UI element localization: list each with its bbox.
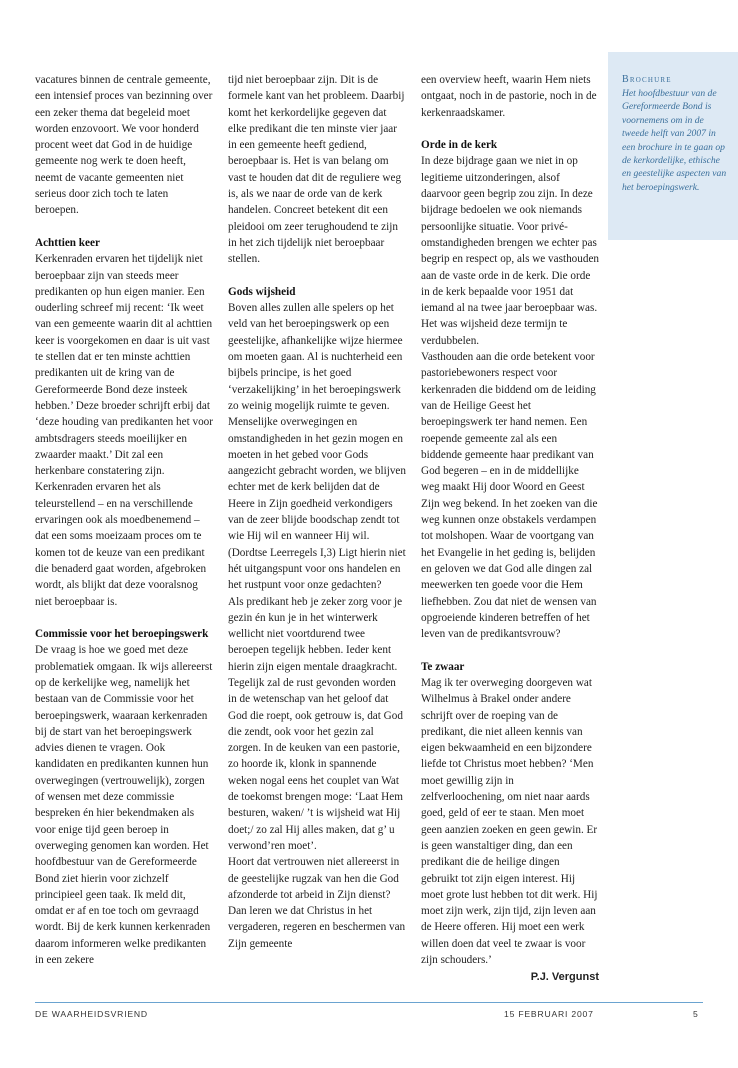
section-heading: Orde in de kerk bbox=[421, 139, 498, 152]
sidebar-title: Brochure bbox=[622, 74, 672, 85]
section-heading: Commissie voor het beroepingswerk bbox=[35, 628, 209, 641]
publication-name: DE WAARHEIDSVRIEND bbox=[35, 1009, 148, 1019]
sidebar-text: Het hoofdbestuur van de Gereformeerde Bond is voornemens om in de tweede helft van 2007 in een brochure in te gaan op de kerkordelijke, ethische en geestelijke aspecten van het beroepingswerk. bbox=[622, 88, 727, 193]
paragraph: In deze bijdrage gaan we niet in op legitieme uitzonderingen, alsof daarvoor geen begrip zou zijn. In deze bijdrage bedoelen we ook niemands persoonlijke situatie. Voor privé-omstandigheden brengen we echter pas begrip en respect op, als we vasthouden aan de vaste orde in de kerk. Die orde in de kerk bepaalde voor 1951 dat iemand al na twee jaar beroepbaar was. Het was wijsheid deze termijn te verdubbelen. bbox=[421, 155, 600, 347]
sidebar-box bbox=[608, 52, 738, 240]
paragraph: Mag ik ter overweging doorgeven wat Wilhelmus à Brakel onder andere schrijft over de roeping van de predikant, die niet alleen kennis van eigen bekwaamheid en een bijzondere liefde tot Christus moet hebben? ‘Men moet gewillig zijn in zelfverloochening, om niet naar aards goed, geld of eer te staan. Men moet geen aanzien zoeken en geen gewin. Er is geen wanstaltiger ding, dan een predikant die de heilige dingen gebruikt tot zijn eigen interest. Hij moet grote lust hebben tot dit werk. Hij moet zijn werk, zijn tijd, zijn leven aan de Heere offeren. Hij moet een werk willen doen dat veel te zwaar is voor zijn schouders.’ bbox=[421, 676, 598, 967]
paragraph: Boven alles zullen alle spelers op het veld van het beroepingswerk op een geestelijke, afhankelijke wijze hiermee om moeten gaan. Al is nuchterheid een bijbels principe, is het goed ‘verzakelijking’ in het beroepingswerk zo weinig mogelijk ruimte te geven. Menselijke overwegingen en omstandigheden in het gezin mogen en moeten in het gebed voor Gods aangezicht gebracht worden, we blijven echter met de kerk belijden dat de Heere in Zijn goedheid verkondigers van de zeer blijde boodschap zendt tot wie Hij wil en wanneer Hij wil. (Dordtse Leerregels I,3) Ligt hierin niet hét uitgangspunt voor ons handelen en het rustpunt voor onze gedachten? bbox=[228, 302, 406, 592]
paragraph: vacatures binnen de centrale gemeente, een intensief proces van bezinning over een zeker thema dat begeleid moet worden enzovoort. We voor honderd procent weet dat God in de huidige gemeente nog werk te doen heeft, neemt de vacante gemeenten niet serieus door zich toch te laten beroepen. bbox=[35, 74, 213, 217]
paragraph: Vasthouden aan die orde betekent voor pastoriebewoners respect voor kerkenraden die biddend om de leiding van de Heilige Geest het beroepingswerk ter hand nemen. Een roepende gemeente zal als een biddende gemeente haar predikant van God begeren – en in de middellijke weg maakt Hij door Woord en Geest Zijn weg bekend. In het zoeken van die weg kunnen onze obstakels verdampen tot molshopen. Waar de voortgang van het Evangelie in het geding is, belijden en geloven we dat God alle dingen zal meewerken ten goede voor die Hem liefhebben. Zou dat niet de wensen van opgroeiende kinderen betreffen of het leven van de predikantsvrouw? bbox=[421, 351, 598, 641]
paragraph: De vraag is hoe we goed met deze problematiek omgaan. Ik wijs allereerst op de kerkelijke weg, namelijk het bestaan van de Commissie voor het beroepingswerk, waaraan kerkenraden bij de start van het beroepingswerk advies dienen te vragen. Ook kandidaten en predikanten kunnen hun overwegingen (vertrouwelijk), zorgen of wensen met deze commissie bespreken én hier bekendmaken als voor enige tijd geen beroep in overweging genomen kan worden. Het hoofdbestuur van de Gereformeerde Bond ziet hierin voor zichzelf principieel geen taak. Ik meld dit, omdat er af en toe toch om gevraagd wordt. Bij de kerk kunnen kerkenraden daarom informeren welke predikanten in een zekere bbox=[35, 644, 213, 967]
issue-date: 15 FEBRUARI 2007 bbox=[504, 1009, 594, 1019]
section-heading: Gods wijsheid bbox=[228, 285, 296, 298]
article-column-2 bbox=[228, 72, 406, 952]
author-signature: P.J. Vergunst bbox=[530, 971, 599, 984]
paragraph: Hoort dat vertrouwen niet allereerst in de geestelijke rugzak van hen die God afzonderde tot arbeid in Zijn dienst? Dan leren we dat Christus in het vergaderen, regeren en beschermen van Zijn gemeente bbox=[228, 856, 406, 950]
section-heading: Te zwaar bbox=[421, 660, 465, 673]
paragraph: Als predikant heb je zeker zorg voor je gezin én kun je in het winterwerk wellicht niet voortdurend twee beroepen tegelijk hebben. Ieder kent hierin zijn eigen mentale draagkracht. Tegelijk zal de rust gevonden worden in de wetenschap van het geloof dat God die roept, ook getrouw is, dat God die zendt, ook voor het gezin zal zorgen. In de keuken van een pastorie, zo hoorde ik, klonk in spannende weken nogal eens het couplet van Wat de toekomst brengen moge: ‘Laat Hem besturen, waken/ ’t is wijsheid wat Hij doet;/ zo zal Hij alles maken, dat g’ u verwond’ren moet’. bbox=[228, 595, 403, 852]
article-column-3 bbox=[421, 72, 599, 986]
paragraph: een overview heeft, waarin Hem niets ontgaat, noch in de pastorie, noch in de kerkenraadskamer. bbox=[421, 74, 597, 119]
paragraph: Kerkenraden ervaren het tijdelijk niet beroepbaar zijn van steeds meer predikanten op hun eigen manier. Een ouderling schreef mij recent: ‘Ik weet van een gemeente waarin dit al achttien keer is voorgekomen en daar is uit vast te stellen dat er ten minste achttien predikanten uit de kring van de Gereformeerde Bond deze insteek hebben.’ Deze broeder schrijft erbij dat ‘deze houding van predikanten het voor ambtsdragers steeds moeilijker en zwaarder maakt.’ Dit zal een herkenbare constatering zijn. Kerkenraden ervaren het als teleurstellend – en na verschillende ervaringen ook als moedbenemend – dat een soms moeizaam proces om te komen tot de keuze van een predikant die benaderd gaat worden, afgebroken wordt, als blijkt dat deze vooralsnog niet beroepbaar is. bbox=[35, 253, 214, 608]
paragraph: tijd niet beroepbaar zijn. Dit is de formele kant van het probleem. Daarbij komt het kerkordelijke gegeven dat elke predikant die ten minste vier jaar in een gemeente heeft gediend, beroepbaar is. Het is van belang om vast te houden dat dit de reguliere weg is, als we naar de orde van de kerk handelen. Concreet betekent dit een pleidooi om zeer terughoudend te zijn in het zich tijdelijk niet beroepbaar stellen. bbox=[228, 74, 405, 266]
article-column-1 bbox=[35, 72, 213, 968]
page-number: 5 bbox=[693, 1009, 699, 1019]
section-heading: Achttien keer bbox=[35, 236, 100, 249]
footer-divider bbox=[35, 1002, 703, 1003]
